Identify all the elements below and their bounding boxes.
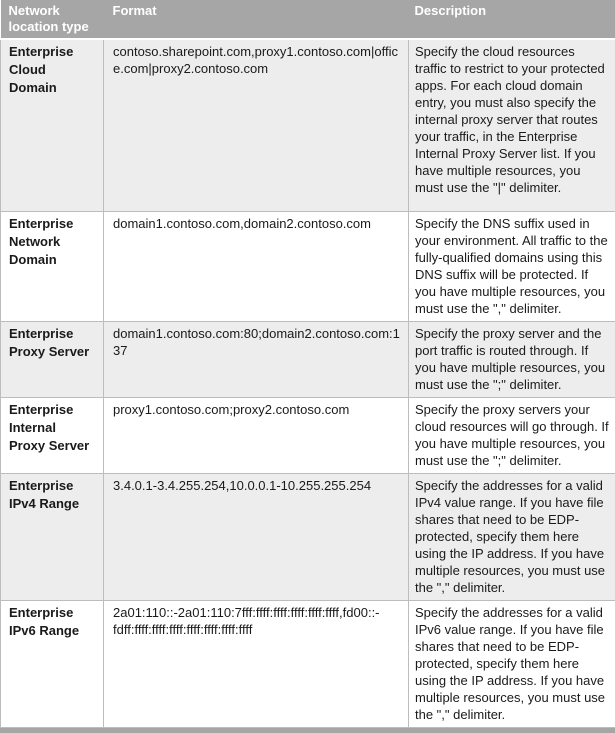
cell-network-location-type: Enterprise Network Domain: [1, 211, 104, 321]
cell-description: Specify the addresses for a valid IPv4 value range. If you have file shares that need to be EDP-protected, specify them here using the IP address. If you have multiple resources, you must use the "," delimiter.: [409, 473, 615, 600]
cell-network-location-type: Enterprise Cloud Domain: [1, 39, 104, 211]
column-header-format: Format: [104, 0, 409, 39]
table-bottom-border: [0, 728, 615, 733]
cell-description: Specify the proxy servers your cloud resources will go through. If you have multiple resources, you must use the ";" delimiter.: [409, 397, 615, 473]
table-row-enterprise-cloud-domain: [1, 39, 615, 211]
cell-format: domain1.contoso.com,domain2.contoso.com: [104, 211, 409, 321]
table-row-enterprise-proxy-server: [1, 321, 615, 397]
cell-network-location-type: Enterprise Proxy Server: [1, 321, 104, 397]
cell-network-location-type: Enterprise Internal Proxy Server: [1, 397, 104, 473]
table-row-enterprise-ipv4-range: [1, 473, 615, 600]
column-header-description: Description: [409, 0, 615, 39]
cell-description: Specify the cloud resources traffic to restrict to your protected apps. For each cloud domain entry, you must also specify the internal proxy server that routes your traffic, in the Enterprise Internal Proxy Server list. If you have multiple resources, you must use the "|" delimiter.: [409, 39, 615, 211]
cell-format: 2a01:110::-2a01:110:7fff:ffff:ffff:ffff:ffff:ffff,fd00::-fdff:ffff:ffff:ffff:ffff:ffff:ffff:ffff: [104, 600, 409, 727]
table-row-enterprise-ipv6-range: [1, 600, 615, 727]
cell-format: contoso.sharepoint.com,proxy1.contoso.com|office.com|proxy2.contoso.com: [104, 39, 409, 211]
cell-description: Specify the DNS suffix used in your environment. All traffic to the fully-qualified domains using this DNS suffix will be protected. If you have multiple resources, you must use the "," delimiter.: [409, 211, 615, 321]
cell-network-location-type: Enterprise IPv6 Range: [1, 600, 104, 727]
cell-format: domain1.contoso.com:80;domain2.contoso.com:137: [104, 321, 409, 397]
header-row: [1, 0, 615, 39]
cell-format: 3.4.0.1-3.4.255.254,10.0.0.1-10.255.255.254: [104, 473, 409, 600]
cell-description: Specify the proxy server and the port traffic is routed through. If you have multiple resources, you must use the ";" delimiter.: [409, 321, 615, 397]
table-body: [1, 39, 615, 727]
cell-format: proxy1.contoso.com;proxy2.contoso.com: [104, 397, 409, 473]
table-row-enterprise-network-domain: [1, 211, 615, 321]
cell-description: Specify the addresses for a valid IPv6 value range. If you have file shares that need to be EDP-protected, specify them here using the IP address. If you have multiple resources, you must use the "," delimiter.: [409, 600, 615, 727]
table-header: [1, 0, 615, 39]
column-header-network-location-type: Network location type: [1, 0, 104, 39]
cell-network-location-type: Enterprise IPv4 Range: [1, 473, 104, 600]
table-row-enterprise-internal-proxy-server: [1, 397, 615, 473]
